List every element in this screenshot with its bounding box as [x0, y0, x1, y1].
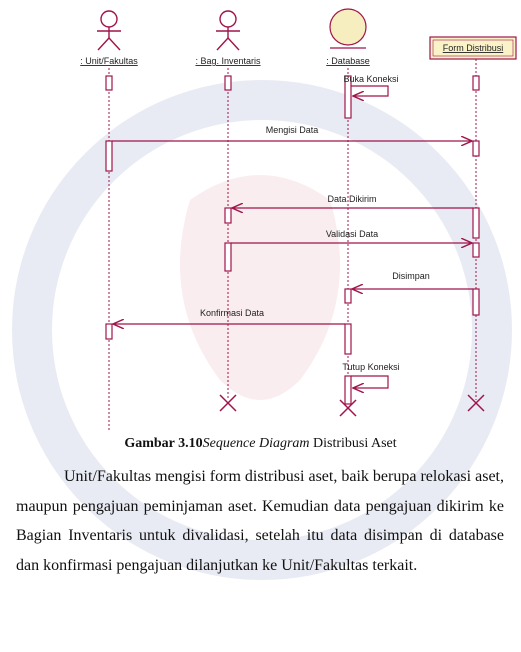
caption-number: Gambar 3.10: [124, 436, 203, 451]
actor-label-inventaris: : Bag. Inventaris: [195, 56, 261, 66]
database-entity-icon: [330, 9, 366, 48]
msg-label-validasi-data: Validasi Data: [325, 229, 379, 239]
caption-rest: Distribusi Aset: [309, 436, 397, 451]
actor-label-unit: : Unit/Fakultas: [80, 56, 138, 66]
actor-label-database: : Database: [326, 56, 370, 66]
figure-caption: [0, 436, 521, 452]
msg-label-buka-koneksi: Buka Koneksi: [343, 74, 399, 84]
message-buka-koneksi: [351, 86, 388, 96]
body-paragraph: [16, 462, 504, 580]
msg-label-konfirmasi-data: Konfirmasi Data: [199, 308, 265, 318]
msg-label-tutup-koneksi: Tutup Koneksi: [342, 362, 400, 372]
actor-unit-fakultas: [97, 11, 121, 50]
actor-bag-inventaris: [216, 11, 240, 50]
caption-italic: Sequence Diagram: [202, 436, 310, 451]
msg-label-disimpan: Disimpan: [392, 271, 430, 281]
destroy-marks: [220, 395, 484, 416]
paragraph-text: Unit/Fakultas mengisi form distribusi aset, baik berupa relokasi aset, maupun pengajuan peminjaman aset. Kemudian data pengajuan dikirim ke Bagian Inventaris untuk divalidasi, setelah itu data disimpan di database dan konfirmasi pengajuan dilanjutkan ke Unit/Fakultas terkait.: [16, 468, 504, 574]
lifelines: [109, 59, 476, 430]
msg-label-data-dikirim: Data Dikirim: [327, 194, 377, 204]
msg-label-mengisi-data: Mengisi Data: [265, 125, 319, 135]
actor-label-form: Form Distribusi: [442, 43, 504, 53]
message-tutup-koneksi: [351, 376, 388, 388]
